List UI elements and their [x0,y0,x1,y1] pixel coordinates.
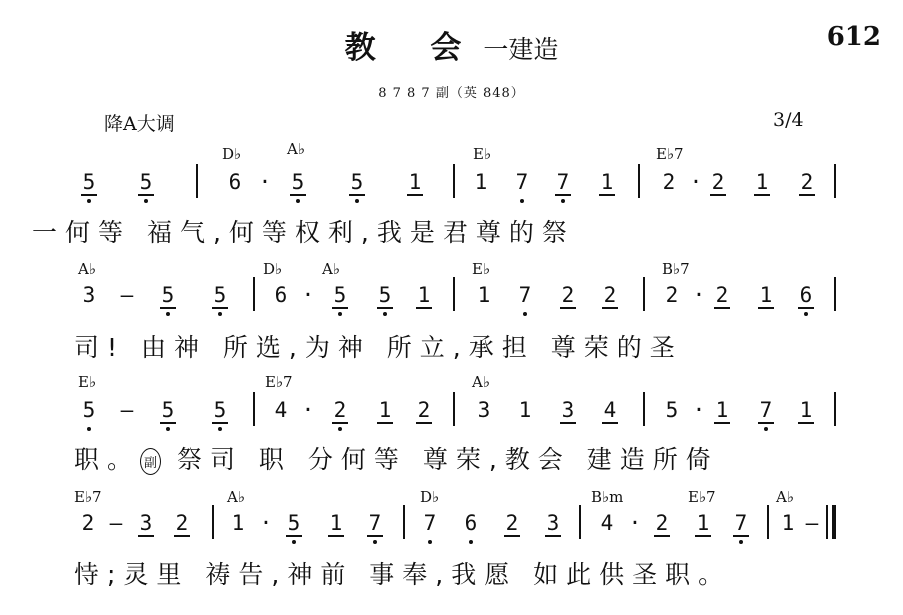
note: 5 [288,170,308,194]
note: 1 [518,398,532,422]
barline [638,164,640,198]
note-dot: · [692,283,706,307]
note: 6 [274,283,288,307]
lyric-line: 职。 副 祭司 职 分何等 尊荣,教会 建造所倚 [74,445,719,474]
hymn-number: 612 [826,22,881,52]
note: 2 [712,283,732,307]
barline [453,277,455,311]
note: 5 [79,398,99,422]
note: 2 [797,170,817,194]
note: 5 [665,398,679,422]
note: 1 [693,511,713,535]
note: — [805,511,819,535]
lyric-line: 司! 由神 所选,为神 所立,承担 尊荣的圣 [74,333,683,362]
note: 5 [375,283,395,307]
note: 3 [543,511,563,535]
note-dot: · [692,398,706,422]
lyric-line: 恃;灵里 祷告,神前 事奉,我愿 如此供圣职。 [74,560,732,589]
note: 2 [502,511,522,535]
note: 1 [796,398,816,422]
time-signature: 3/4 [773,109,804,131]
title-subtitle: 一建造 [483,35,559,64]
note: 5 [330,283,350,307]
note-dot: · [259,511,273,535]
note: 3 [477,398,491,422]
barline [403,505,405,539]
note: 3 [82,283,96,307]
chord-label: A♭ [287,140,305,158]
chord-label: E♭7 [656,145,684,163]
note: 7 [512,170,532,194]
note: 1 [375,398,395,422]
note: 7 [731,511,751,535]
barline [643,392,645,426]
note: 1 [326,511,346,535]
note: 2 [414,398,434,422]
note: 2 [330,398,350,422]
note: 4 [600,398,620,422]
note: 7 [365,511,385,535]
note-dot: · [301,398,315,422]
chord-label: E♭7 [688,488,716,506]
chord-label: A♭ [776,488,794,506]
lyric-line: 一何等 福气,何等权利,我是君尊的祭 [32,218,575,247]
note: 5 [158,283,178,307]
chord-label: B♭m [591,488,624,506]
chord-label: E♭ [472,260,491,278]
refrain-marker: 副 [140,448,161,475]
note: — [120,283,134,307]
chord-label: E♭ [78,373,97,391]
note: 6 [228,170,242,194]
chord-label: D♭ [263,260,283,278]
barline [253,392,255,426]
chord-label: E♭ [473,145,492,163]
note: 2 [600,283,620,307]
note: 1 [414,283,434,307]
barline [579,505,581,539]
note: 5 [136,170,156,194]
note-dot: · [689,170,703,194]
note: 7 [553,170,573,194]
barline [643,277,645,311]
note: 3 [136,511,156,535]
note: 1 [756,283,776,307]
barline [834,164,836,198]
note: 5 [158,398,178,422]
chord-label: A♭ [78,260,96,278]
final-barline [826,505,836,539]
note: 6 [461,511,481,535]
chord-label: A♭ [227,488,245,506]
barline [834,392,836,426]
barline [212,505,214,539]
note: — [109,511,123,535]
note: 5 [210,283,230,307]
chord-label: A♭ [322,260,340,278]
note: 1 [752,170,772,194]
note: 1 [477,283,491,307]
barline [453,392,455,426]
note: 1 [474,170,488,194]
note: 4 [274,398,288,422]
note: 2 [662,170,676,194]
note: 2 [652,511,672,535]
chord-label: E♭7 [265,373,293,391]
note: 1 [712,398,732,422]
note-dot: · [628,511,642,535]
chord-label: D♭ [420,488,440,506]
note: 7 [756,398,776,422]
barline [253,277,255,311]
barline [834,277,836,311]
note: 7 [420,511,440,535]
note: 2 [708,170,728,194]
key-signature: 降A大调 [104,113,175,135]
hymn-title [0,22,903,67]
note-dot: · [301,283,315,307]
note: 2 [81,511,95,535]
note: 1 [781,511,795,535]
note: 5 [347,170,367,194]
note: 5 [79,170,99,194]
title-main: 教 会 [344,30,484,66]
barline [453,164,455,198]
chord-label: B♭7 [662,260,690,278]
note: 5 [284,511,304,535]
barline [196,164,198,198]
note: 4 [600,511,614,535]
note: 1 [231,511,245,535]
chord-label: A♭ [472,373,490,391]
note: 1 [405,170,425,194]
note: 3 [558,398,578,422]
note: 2 [172,511,192,535]
note: 2 [558,283,578,307]
note: 5 [210,398,230,422]
note: 6 [796,283,816,307]
meter-line: 8 7 8 7 副（英 848） [378,86,525,101]
note: 7 [515,283,535,307]
note: 1 [597,170,617,194]
barline [767,505,769,539]
note: 2 [665,283,679,307]
note-dot: · [258,170,272,194]
chord-label: E♭7 [74,488,102,506]
chord-label: D♭ [222,145,242,163]
note: — [120,398,134,422]
